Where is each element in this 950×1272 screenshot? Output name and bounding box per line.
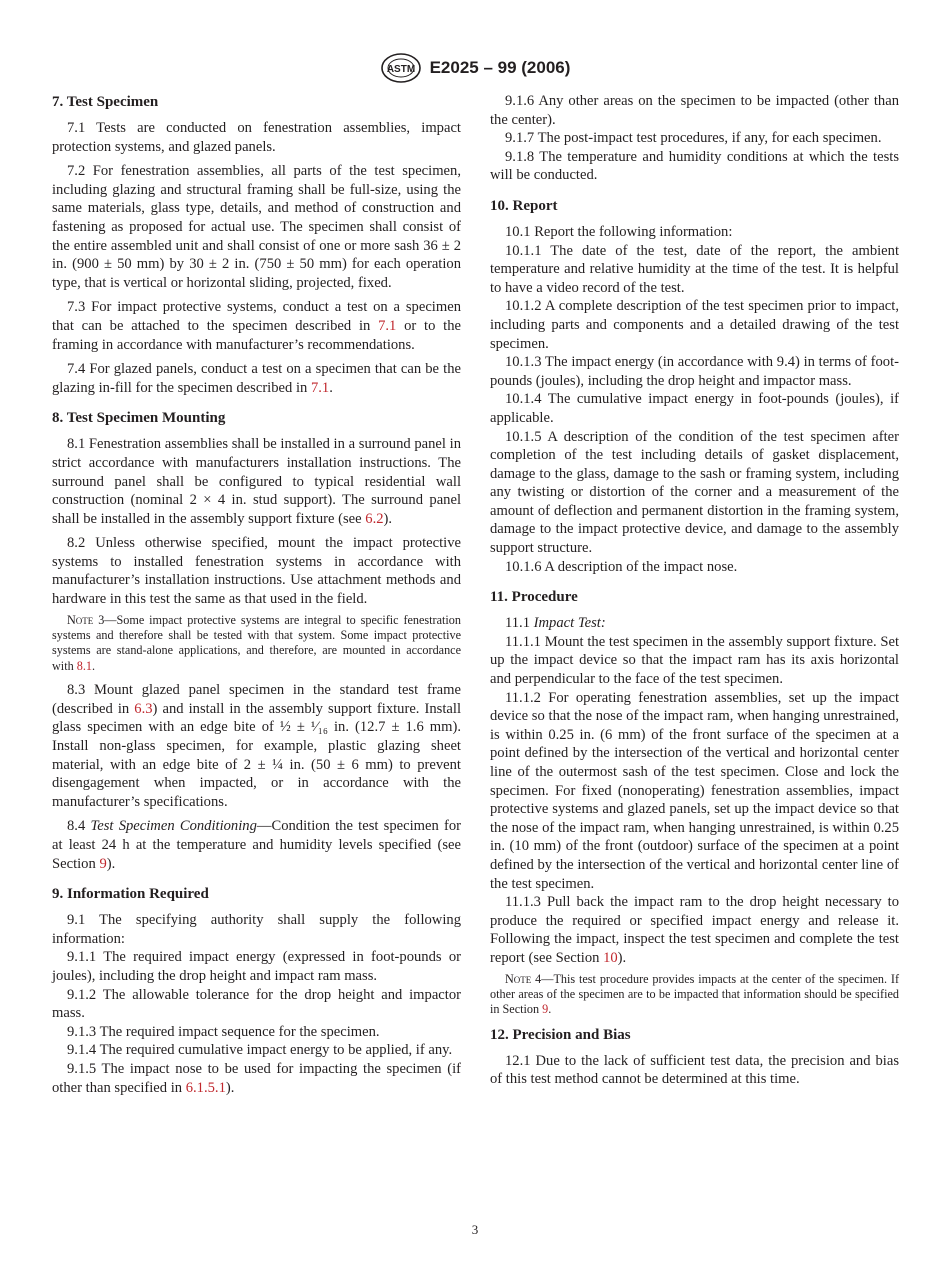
- para-10-1-5: 10.1.5 A description of the condition of the test specimen after completion of the test including details of gasket displacement, damage to the glass, damage to the sash or framing system, including any twisting or distortion of the corner and a measurement of the amount of deflection and permanent distortion in the framing system, damage to the impact protective device, and damage to the assembly support structure.: [490, 428, 899, 557]
- note-4: Note 4—This test procedure provides impacts at the center of the specimen. If other areas of the specimen are to be impacted that information should be specified in Section 9.: [490, 971, 900, 1017]
- astm-logo-icon: [380, 52, 422, 84]
- para-9-1: 9.1 The specifying authority shall supply the following information:: [52, 912, 461, 947]
- section-11-heading: 11. Procedure: [490, 589, 578, 606]
- para-11-1-2: 11.1.2 For operating fenestration assemblies, set up the impact device so that the nose of the impact ram, when hanging unrestrained, is within 0.25 in. (6 mm) of the front surface of the specimen at a point defined by the intersection of the vertical and horizontal center line of the outermost sash of the test specimen. Close and lock the specimen. For fixed (nonoperating) fenestration assemblies, impact protective systems and glazed panels, set up the impact device so that the nose of the impact ram, when hanging unrestrained, is within 0.25 in. (10 mm) of the front (outdoor) surface of the specimen at a point defined by the intersection of the vertical and horizontal center line of the test specimen.: [490, 689, 899, 892]
- ref-link-7-1[interactable]: 7.1: [310, 379, 330, 396]
- para-7-1: 7.1 Tests are conducted on fenestration assemblies, impact protection systems, and glazed panels.: [52, 120, 461, 155]
- para-9-1-1: 9.1.1 The required impact energy (expressed in foot-pounds or joules), including the drop height and impact ram mass.: [52, 949, 461, 984]
- para-10-1-3: 10.1.3 The impact energy (in accordance with 9.4) in terms of foot-pounds (joules), including the drop height and impactor mass.: [490, 354, 899, 389]
- para-10-1-1: 10.1.1 The date of the test, date of the report, the ambient temperature and relative humidity at the time of the test. It is helpful to have a video record of the test.: [490, 242, 899, 296]
- para-8-2: 8.2 Unless otherwise specified, mount the impact protective systems to installed fenestration systems in accordance with manufacturer’s installation instructions. Use attachment methods and hardware in this test the same as that used in the field.: [52, 535, 461, 608]
- section-10-heading: 10. Report: [490, 197, 558, 214]
- ref-link-section-10[interactable]: 10: [603, 949, 618, 966]
- para-9-1-6: 9.1.6 Any other areas on the specimen to be impacted (other than the center).: [490, 93, 899, 128]
- para-9-1-4: 9.1.4 The required cumulative impact energy to be applied, if any.: [67, 1042, 453, 1059]
- left-column: [52, 92, 461, 1097]
- para-9-1-5: 9.1.5 The impact nose to be used for impacting the specimen (if other than specified in 6.1.5.1).: [52, 1060, 461, 1096]
- para-8-3: 8.3 Mount glazed panel specimen in the standard test frame (described in 6.3) and install in the assembly support fixture. Install glass specimen with an edge bite of ½ ± ¹⁄₁₆ in. (12.7 ± 1.6 mm). Install non-glass specimen, for example, plastic glazing sheet material, with an edge bite of 2 ± ¼ in. (50 ± 6 mm) to prevent disengagement when impacted, or in accordance with the manufacturer’s specifications.: [52, 682, 461, 810]
- right-column: [490, 92, 899, 1089]
- para-7-3: 7.3 For impact protective systems, conduct a test on a specimen that can be attached to the specimen described in 7.1 or to the framing in accordance with manufacturer’s recommendations.: [52, 299, 461, 353]
- para-10-1-6: 10.1.6 A description of the impact nose.: [505, 558, 738, 575]
- ref-link-6-3[interactable]: 6.3: [134, 700, 153, 717]
- para-7-2: 7.2 For fenestration assemblies, all parts of the test specimen, including glazing and structural framing shall be full-size, using the same materials, glass type, details, and method of construction and fastening as proposed for actual use. The specimen shall consist of the entire assembled unit and shall consist of one or more sash 36 ± 2 in. (900 ± 50 mm) by 30 ± 2 in. (750 ± 50 mm) for each operation type, that is vertical or horizontal sliding, projected, fixed.: [52, 163, 461, 291]
- section-8-heading: 8. Test Specimen Mounting: [52, 410, 226, 427]
- page-header: [0, 52, 950, 86]
- ref-link-7-1[interactable]: 7.1: [378, 317, 397, 334]
- para-10-1-2: 10.1.2 A complete description of the test specimen prior to impact, including parts and components and a detailed drawing of the test specimen.: [490, 298, 899, 352]
- section-12-heading: 12. Precision and Bias: [490, 1026, 631, 1043]
- section-7-heading: 7. Test Specimen: [52, 94, 159, 110]
- para-9-1-3: 9.1.3 The required impact sequence for the specimen.: [67, 1023, 380, 1040]
- para-11-1-3: 11.1.3 Pull back the impact ram to the drop height necessary to produce the required or specified impact energy and release it. Following the impact, inspect the test specimen and complete the test report (see Section 10).: [490, 894, 899, 966]
- section-9-heading: 9. Information Required: [52, 886, 209, 903]
- para-9-1-7: 9.1.7 The post-impact test procedures, if any, for each specimen.: [505, 130, 882, 147]
- para-11-1-1: 11.1.1 Mount the test specimen in the assembly support fixture. Set up the impact device so that the impact ram has its axis horizontal and perpendicular to the face of the test specimen.: [490, 633, 899, 688]
- para-10-1: 10.1 Report the following information:: [505, 223, 733, 240]
- para-9-1-8: 9.1.8 The temperature and humidity conditions at which the tests will be conducted.: [490, 148, 899, 184]
- ref-link-section-9[interactable]: 9: [542, 1002, 549, 1017]
- page-number: 3: [471, 1222, 479, 1237]
- note-3: Note 3—Some impact protective systems are integral to specific fenestration systems and therefore shall be tested with that system. Some impact protective systems are stand-alone applications, and therefore, are mounted in accordance with 8.1.: [52, 612, 461, 673]
- para-8-4: 8.4 Test Specimen Conditioning—Condition the test specimen for at least 24 h at the temperature and humidity levels specified (see Section 9).: [52, 818, 462, 872]
- para-9-1-2: 9.1.2 The allowable tolerance for the drop height and impactor mass.: [52, 986, 461, 1022]
- para-8-1: 8.1 Fenestration assemblies shall be installed in a surround panel in strict accordance with manufacturers installation instructions. The surround panel shall be configured to typical residential wall construction (nominal 2 × 4 in. stud support). The surround panel shall be installed in the assembly support fixture (see 6.2).: [52, 436, 461, 527]
- ref-link-6-1-5-1[interactable]: 6.1.5.1: [185, 1079, 226, 1096]
- ref-link-section-9[interactable]: 9: [99, 855, 107, 872]
- para-12-1: 12.1 Due to the lack of sufficient test data, the precision and bias of this test method cannot be determined at this time.: [490, 1052, 899, 1088]
- ref-link-8-1[interactable]: 8.1: [76, 658, 92, 673]
- para-7-4: 7.4 For glazed panels, conduct a test on a specimen that can be the glazing in-fill for the specimen described in 7.1.: [52, 361, 461, 396]
- para-11-1: 11.1 Impact Test:: [505, 615, 606, 632]
- document-designation: E2025 – 99 (2006): [429, 58, 571, 77]
- para-10-1-4: 10.1.4 The cumulative impact energy in foot-pounds (joules), if applicable.: [490, 391, 899, 426]
- logo-text: ASTM: [386, 64, 415, 75]
- ref-link-6-2[interactable]: 6.2: [365, 510, 384, 527]
